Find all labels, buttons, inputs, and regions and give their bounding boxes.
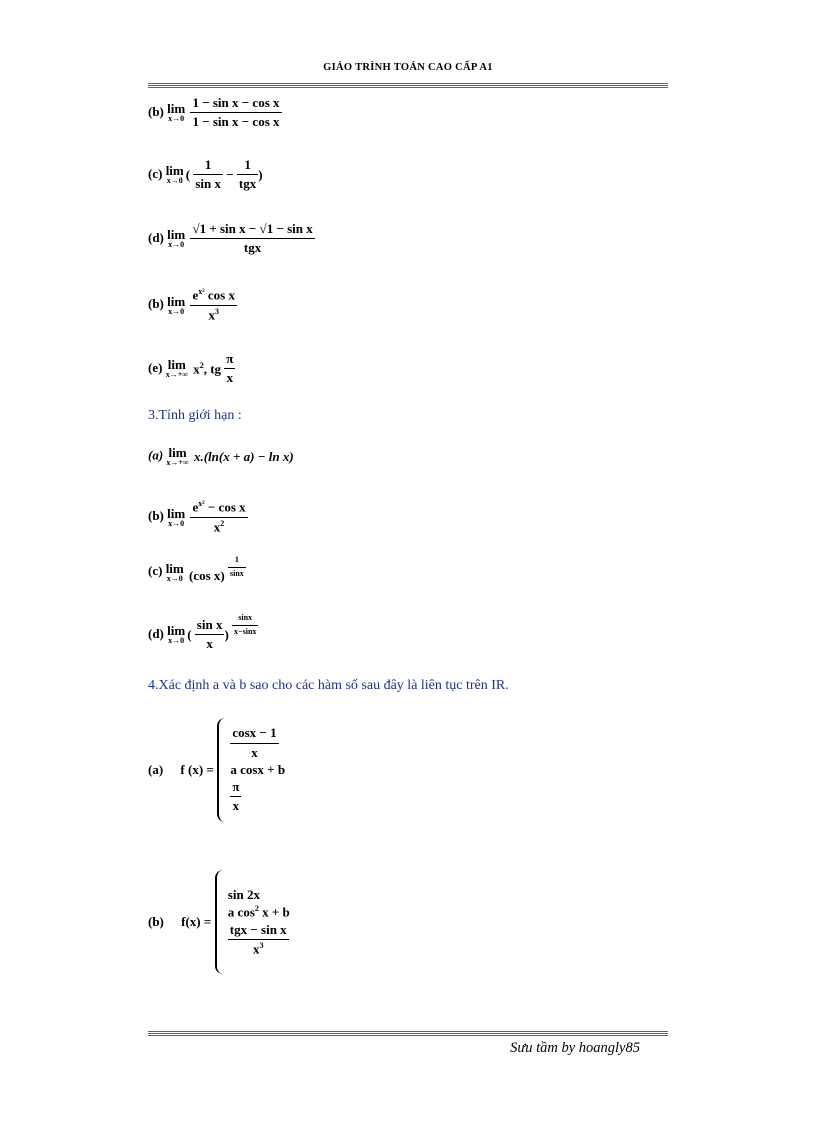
exercise-2d xyxy=(148,222,315,256)
lim-sub: x→0 xyxy=(168,240,185,250)
exercise-label: (d) xyxy=(148,625,164,641)
lim-word: lim xyxy=(167,227,186,243)
case-2 xyxy=(228,905,290,920)
den-base: x xyxy=(252,941,260,957)
lim-word: lim xyxy=(167,293,186,309)
lim-word: lim xyxy=(167,357,186,373)
case-2-b: x + b xyxy=(258,904,290,920)
fraction-numerator: sin x xyxy=(195,618,225,635)
exp-base: e xyxy=(192,499,199,515)
lim-sub: x→+∞ xyxy=(165,370,188,380)
case-3-numerator: tgx − sin x xyxy=(228,923,289,940)
function-b xyxy=(148,870,290,974)
function-cases xyxy=(228,885,290,960)
lim-sub: x→0 xyxy=(168,306,185,316)
exercise-label: (b) xyxy=(148,296,164,312)
exercise-label: (b) xyxy=(148,103,164,119)
exercise-2b-second xyxy=(148,288,237,322)
case-2: a cosx + b xyxy=(230,761,286,777)
fraction-denominator: 1 − sin x − cos x xyxy=(192,114,280,130)
section-3-title: 3.Tính giới hạn : xyxy=(148,408,242,423)
den-exponent: 3 xyxy=(214,306,219,316)
lim-sub: x→0 xyxy=(168,114,185,124)
lim-word: lim xyxy=(167,623,186,639)
paren-open: ( xyxy=(185,166,191,182)
left-brace xyxy=(215,870,225,974)
exercise-label: (b) xyxy=(148,508,164,524)
exercise-3b xyxy=(148,500,248,534)
exercise-label: (c) xyxy=(148,165,163,181)
lim-word: lim xyxy=(168,445,187,460)
paren-open: ( xyxy=(187,626,192,642)
exercise-3c xyxy=(148,555,246,584)
fraction-numerator: 1 xyxy=(237,158,258,175)
lim-word: lim xyxy=(167,101,186,117)
function-lhs: f(x) = xyxy=(181,914,212,929)
exponent-numerator: 1 xyxy=(228,556,246,568)
fraction-denominator xyxy=(190,518,247,535)
exercise-label: (e) xyxy=(148,359,163,375)
fraction-numerator xyxy=(190,288,237,306)
paren-close: ) xyxy=(258,166,263,182)
fraction-denominator: x xyxy=(226,370,234,386)
function-a xyxy=(148,718,285,822)
case-1-numerator: cosx − 1 xyxy=(230,726,278,743)
fraction-denominator: sin x xyxy=(195,176,221,192)
left-brace xyxy=(217,718,227,822)
lim-sub: x→0 xyxy=(166,573,183,583)
lim-sub: x→0 xyxy=(168,518,185,528)
exponent-denominator: sinx xyxy=(230,568,244,578)
fraction-denominator: tgx xyxy=(238,176,257,192)
exponent-numerator: sinx xyxy=(232,614,258,626)
case-2-exponent: 2 xyxy=(254,903,259,913)
fraction-numerator: √1 + sin x − √1 − sin x xyxy=(190,222,314,239)
fraction-denominator: tgx xyxy=(243,240,262,256)
exponent: x² xyxy=(198,499,205,508)
exercise-3d xyxy=(148,613,258,652)
exercise-2b xyxy=(148,96,282,130)
fraction-numerator xyxy=(190,500,247,518)
function-label: (b) xyxy=(148,914,164,929)
base: x xyxy=(193,360,200,376)
den-base: x xyxy=(213,518,221,534)
lim-word: lim xyxy=(165,560,184,576)
fraction-denominator xyxy=(190,306,237,323)
lim-sub: x→0 xyxy=(168,636,185,646)
exercise-3a xyxy=(148,446,294,467)
lim-sub: x→+∞ xyxy=(166,458,189,467)
minus-sign: − xyxy=(226,166,234,182)
case-3-denominator xyxy=(228,940,289,957)
den-base: x xyxy=(208,306,215,322)
fraction-numerator: 1 − sin x − cos x xyxy=(190,96,281,113)
exp-base: e xyxy=(192,287,199,303)
exponent: x² xyxy=(198,287,205,296)
exercise-label: (c) xyxy=(148,562,163,578)
expression: x.(ln(x + a) − ln x) xyxy=(193,448,294,464)
exercise-label: (a) xyxy=(148,447,164,463)
lim-word: lim xyxy=(165,163,184,179)
fraction-denominator: x xyxy=(206,636,213,652)
paren-close: ) xyxy=(224,626,229,642)
numerator-rest: cos x xyxy=(204,287,235,303)
case-1-denominator: x xyxy=(251,744,258,760)
footer-credit: Sưu tầm by hoangly85 xyxy=(510,1040,640,1056)
tg-text: , tg xyxy=(203,360,222,376)
numerator-rest: − cos x xyxy=(204,499,246,515)
base: (cos x) xyxy=(189,568,225,583)
section-4-title: 4.Xác định a và b sao cho các hàm số sau đây là liên tục trên IR. xyxy=(148,678,509,693)
header-title: GIÁO TRÌNH TOÁN CAO CẤP A1 xyxy=(323,62,493,73)
case-2-a: a cos xyxy=(227,904,255,920)
footer-rule xyxy=(148,1031,668,1037)
exponent: 2 xyxy=(199,360,204,370)
lim-sub: x→0 xyxy=(166,176,183,186)
fraction-numerator: 1 xyxy=(193,158,223,175)
function-label: (a) xyxy=(148,762,164,777)
den-exponent: 3 xyxy=(259,940,264,950)
power-term xyxy=(193,361,221,377)
exercise-2e xyxy=(148,352,235,386)
function-cases xyxy=(230,723,285,816)
function-lhs: f (x) = xyxy=(180,762,214,777)
exercise-label: (d) xyxy=(148,229,164,245)
exponent-denominator: x−sinx xyxy=(234,626,257,636)
den-exponent: 2 xyxy=(220,518,225,528)
header-rule xyxy=(148,83,668,89)
fraction-numerator: π xyxy=(224,352,235,369)
lim-word: lim xyxy=(167,505,186,521)
case-3-numerator: π xyxy=(230,780,241,797)
case-3-denominator: x xyxy=(232,798,240,814)
exercise-2c xyxy=(148,158,263,192)
case-1: sin 2x xyxy=(227,886,260,902)
